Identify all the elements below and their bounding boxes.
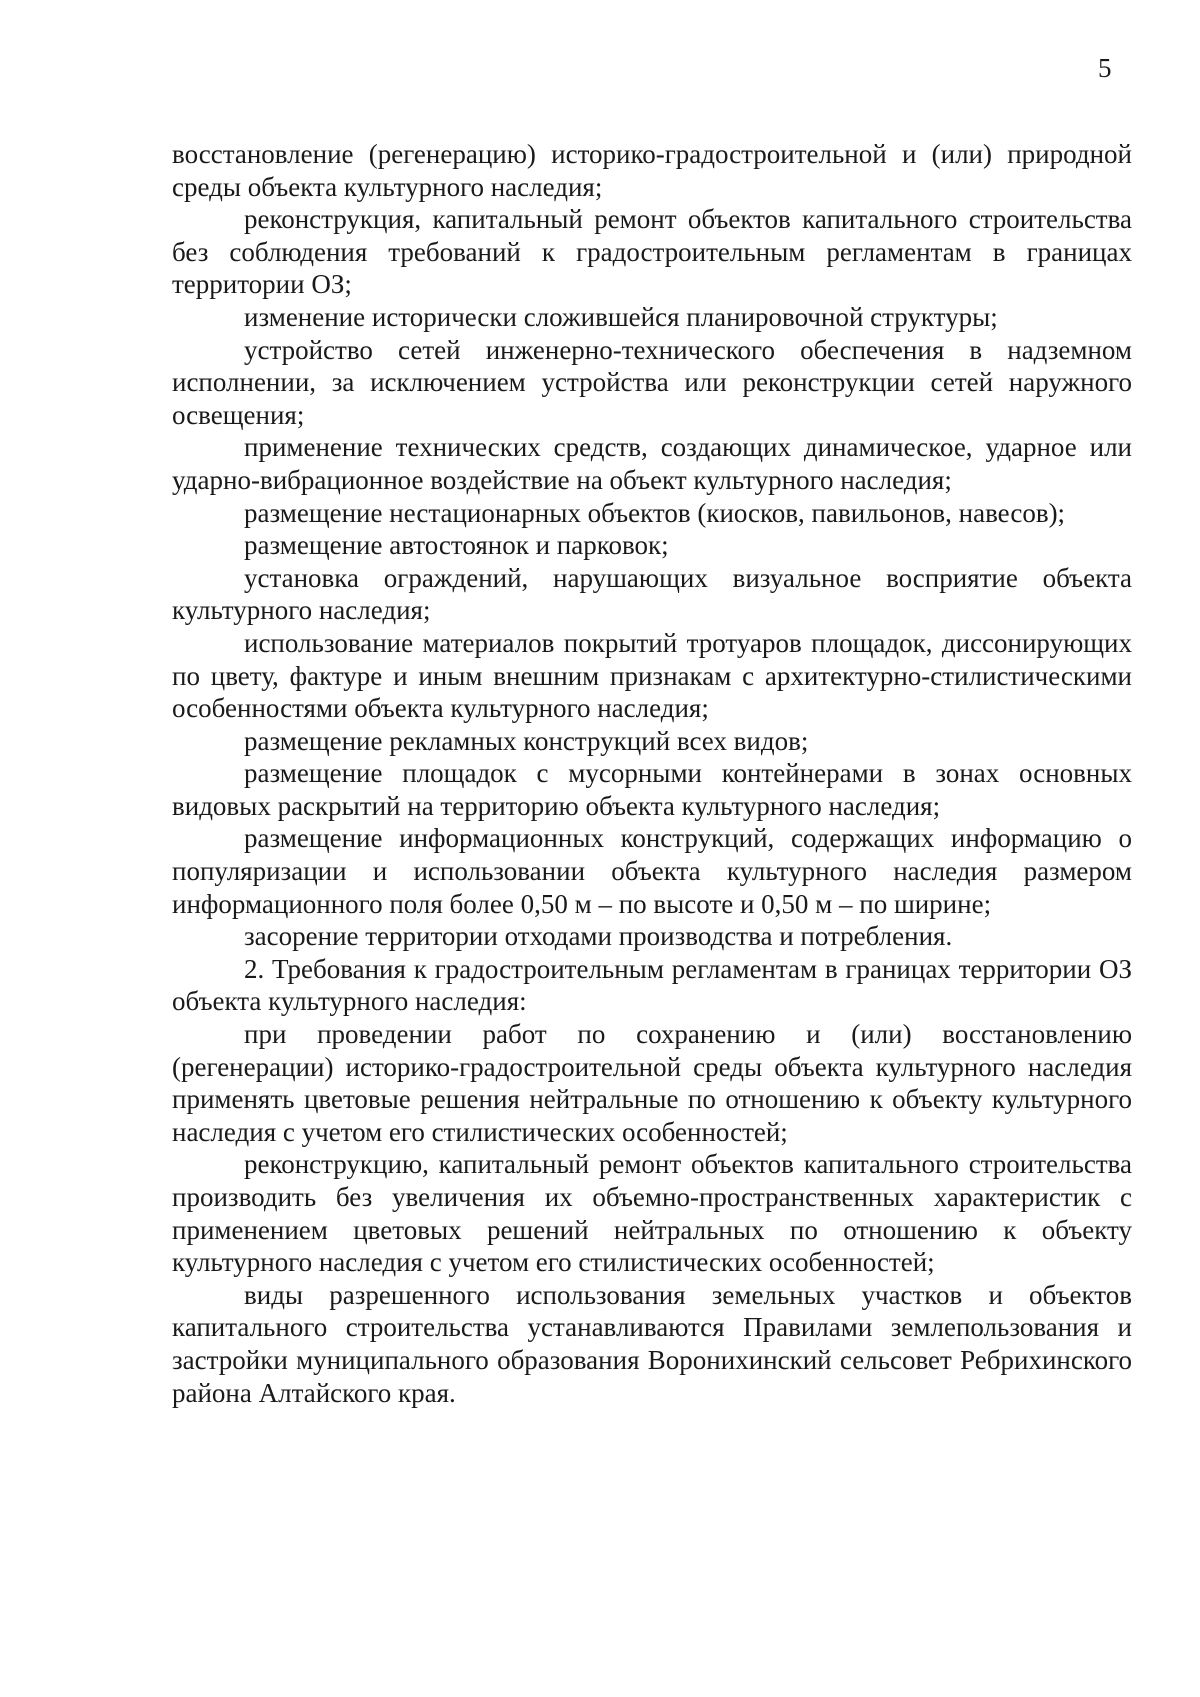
paragraph: применение технических средств, создающих динамическое, ударное или ударно-вибрационное воздействие на объект культурного наследия; [172, 432, 1132, 495]
paragraph: установка ограждений, нарушающих визуальное восприятие объекта культурного наследия; [172, 562, 1132, 626]
document-body [172, 138, 1132, 1409]
paragraph: использование материалов покрытий тротуаров площадок, диссонирующих по цвету, фактуре и иным внешним признакам с архитектурно-стилистическими особенностями объекта культурного наследия; [172, 627, 1132, 724]
paragraph: устройство сетей инженерно-технического обеспечения в надземном исполнении, за исключением устройства или реконструкции сетей наружного освещения; [172, 334, 1132, 430]
paragraph: засорение территории отходами производства и потребления. [244, 921, 953, 952]
paragraph: реконструкция, капитальный ремонт объектов капитального строительства без соблюдения требований к градостроительным регламентам в границах территории ОЗ; [172, 204, 1132, 300]
page-number: 5 [1098, 53, 1112, 83]
section-heading-paragraph: 2. Требования к градостроительным регламентам в границах территории ОЗ объекта культурного наследия: [172, 953, 1132, 1017]
paragraph: восстановление (регенерацию) историко-градостроительной и (или) природной среды объекта культурного наследия; [172, 139, 1132, 202]
paragraph: размещение автостоянок и парковок; [244, 530, 669, 561]
paragraph: размещение рекламных конструкций всех видов; [244, 725, 809, 756]
paragraph: реконструкцию, капитальный ремонт объектов капитального строительства производить без увеличения их объемно-пространственных характеристик с применением цветовых решений нейтральных по отношению к объекту культурного наследия с учетом его стилистических особенностей; [172, 1149, 1132, 1278]
paragraph: размещение нестационарных объектов (киосков, павильонов, навесов); [244, 497, 1066, 528]
paragraph: при проведении работ по сохранению и (или) восстановлению (регенерации) историко-градостроительной среды объекта культурного наследия применять цветовые решения нейтральные по отношению к объекту культурного наследия с учетом его стилистических особенностей; [172, 1019, 1132, 1147]
paragraph: изменение исторически сложившейся планировочной структуры; [244, 301, 998, 332]
paragraph: размещение информационных конструкций, содержащих информацию о популяризации и использовании объекта культурного наследия размером информационного поля более 0,50 м – по высоте и 0,50 м – по ширине; [172, 823, 1132, 919]
paragraph: виды разрешенного использования земельных участков и объектов капитального строительства устанавливаются Правилами землепользования и застройки муниципального образования Воронихинский сельсовет Ребрихинского района Алтайского края. [172, 1279, 1132, 1408]
paragraph: размещение площадок с мусорными контейнерами в зонах основных видовых раскрытий на территорию объекта культурного наследия; [172, 758, 1132, 821]
